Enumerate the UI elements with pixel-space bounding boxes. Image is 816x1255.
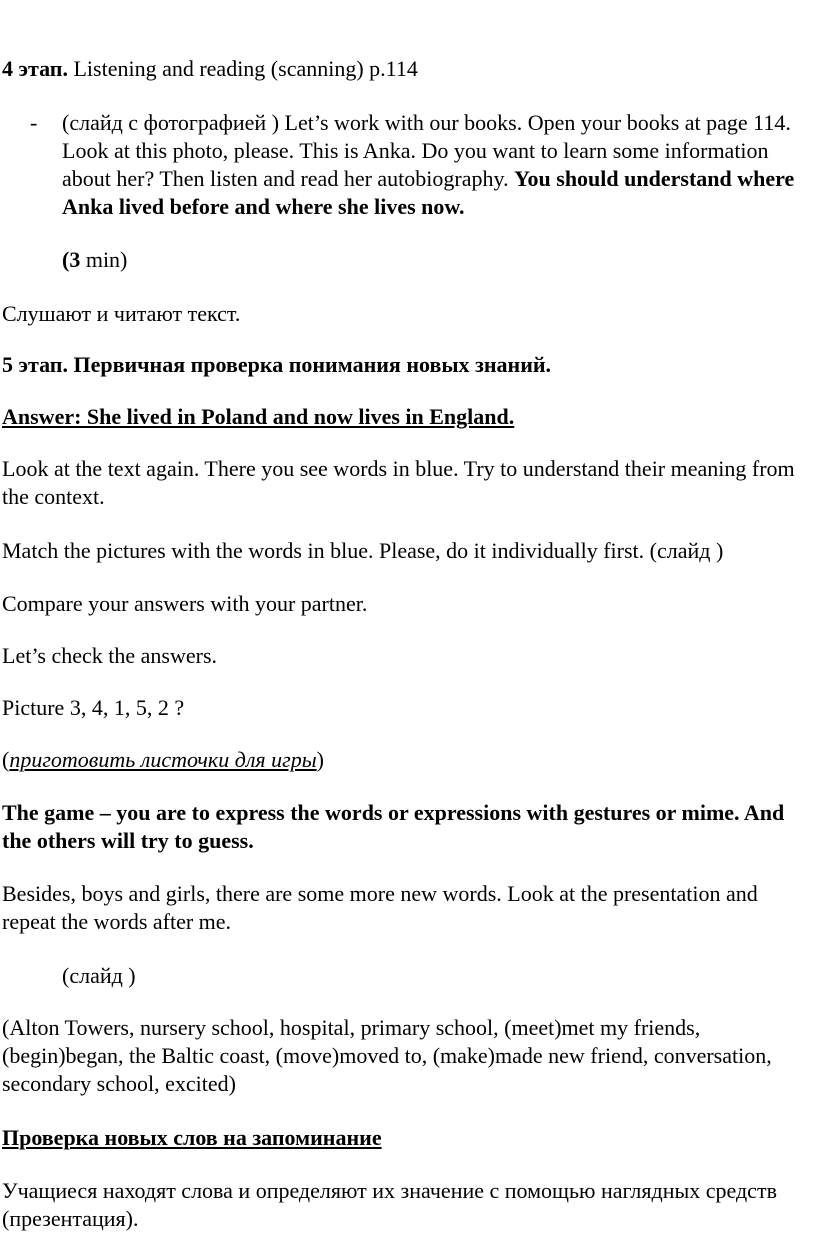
words-paragraph: (Alton Towers, nursery school, hospital, primary school, (meet)met my friends, (begin)began, the Baltic coast, (move)moved to, (make)made new friend, conversation, secondary school, excited) xyxy=(2,1015,772,1096)
stage4-heading xyxy=(2,55,808,83)
answer-line: Answer: She lived in Poland and now lives in England. xyxy=(2,404,515,429)
stage4-label: 4 этап. xyxy=(2,56,68,81)
timing-open: (3 xyxy=(62,247,81,272)
bullet-dash: - xyxy=(30,110,38,135)
slide-line: (слайд ) xyxy=(62,963,136,988)
bullet-text: (слайд с фотографией ) Let’s work with our books. Open your books at page 114. Look at this photo, please. This is Anka. Do you want to learn some information about her? Then listen and read her autobiography. xyxy=(62,110,791,191)
match-paragraph: Match the pictures with the words in blue. Please, do it individually first. (слайд ) xyxy=(2,538,724,563)
prepare-line xyxy=(2,746,808,774)
besides-paragraph: Besides, boys and girls, there are some more new words. Look at the presentation and repeat the words after me. xyxy=(2,881,758,934)
students-find-paragraph: Учащиеся находят слова и определяют их значение с помощью наглядных средств (презентация). xyxy=(2,1178,777,1231)
game-paragraph: The game – you are to express the words or expressions with gestures or mime. And the others will try to guess. xyxy=(2,800,785,853)
stage4-text: Listening and reading (scanning) p.114 xyxy=(67,56,418,81)
pictures-line: Picture 3, 4, 1, 5, 2 ? xyxy=(2,695,185,720)
students-listen: Слушают и читают текст. xyxy=(2,301,241,326)
timing-rest: min) xyxy=(80,247,128,272)
look-again-paragraph: Look at the text again. There you see words in blue. Try to understand their meaning from the context. xyxy=(2,456,795,509)
check-heading: Проверка новых слов на запоминание xyxy=(2,1125,382,1150)
bullet-bold-text: You should understand where Anka lived before and where she lives now. xyxy=(62,166,795,219)
prepare-close: ) xyxy=(316,747,324,772)
check-paragraph: Let’s check the answers. xyxy=(2,643,218,668)
prepare-italic: приготовить листочки для игры xyxy=(9,747,317,772)
compare-paragraph: Compare your answers with your partner. xyxy=(2,591,368,616)
prepare-open: ( xyxy=(2,747,10,772)
bullet-paragraph xyxy=(62,109,802,221)
timing xyxy=(62,246,802,274)
stage5-heading: 5 этап. Первичная проверка понимания новых знаний. xyxy=(2,352,552,377)
